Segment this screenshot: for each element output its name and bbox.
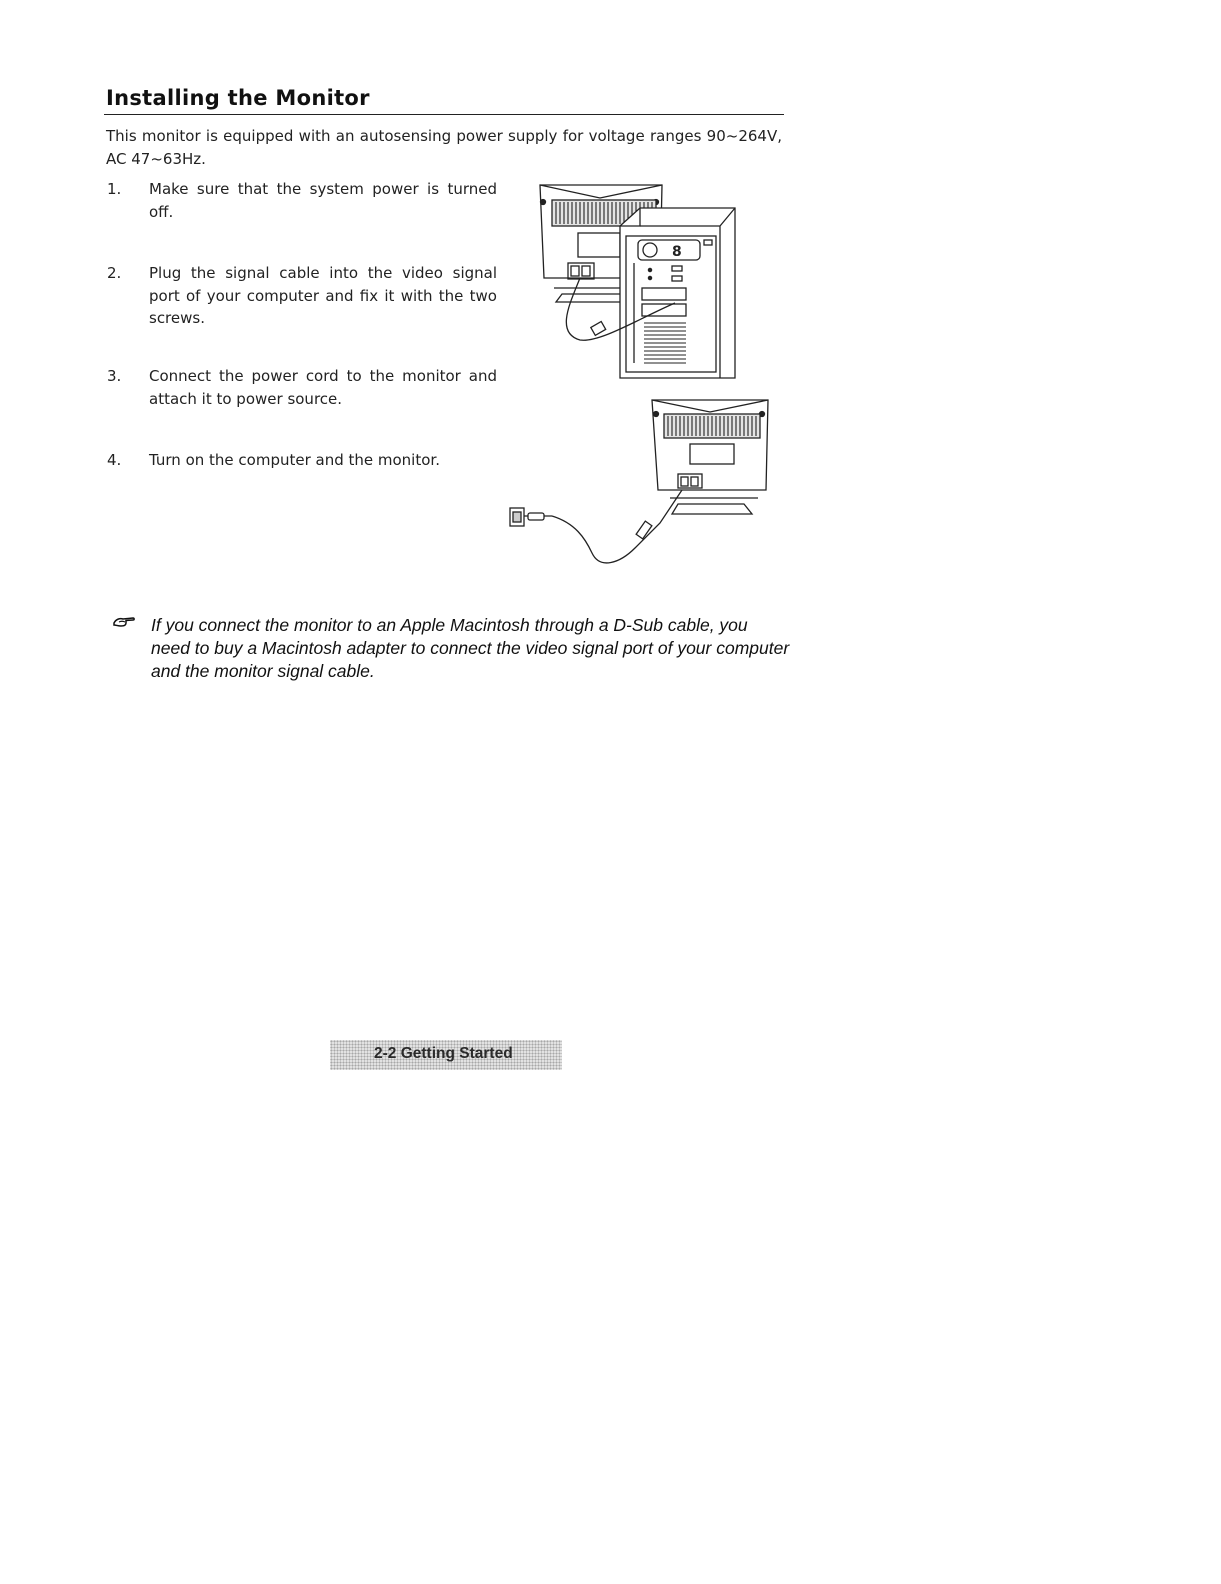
step-text: Turn on the computer and the monitor. <box>149 451 440 469</box>
step-text: Make sure that the system power is turned off. <box>149 180 497 221</box>
computer-tower-icon <box>620 208 735 378</box>
page-heading: Installing the Monitor <box>106 86 370 110</box>
step-number: 3. <box>107 367 122 385</box>
heading-rule <box>104 114 784 115</box>
step-number: 1. <box>107 180 122 198</box>
intro-paragraph: This monitor is equipped with an autosensing power supply for voltage ranges 90~264V, AC 47~63Hz. <box>106 127 782 168</box>
pointing-hand-icon <box>113 614 135 628</box>
step-text: Plug the signal cable into the video signal port of your computer and fix it with the two screws. <box>149 264 497 327</box>
wall-outlet-icon <box>510 508 552 526</box>
step-number: 2. <box>107 264 122 282</box>
installation-illustration <box>500 178 785 573</box>
power-cord <box>552 490 682 563</box>
note-text: If you connect the monitor to an Apple Macintosh through a D-Sub cable, you need to buy a Macintosh adapter to connect the video signal port of your computer and the monitor signal cable. <box>151 615 790 681</box>
footer-label: 2-2 Getting Started <box>374 1045 513 1062</box>
step-text: Connect the power cord to the monitor and attach it to power source. <box>149 367 497 408</box>
svg-text:8: 8 <box>672 244 682 260</box>
page-footer <box>330 1040 562 1070</box>
step-number: 4. <box>107 451 122 469</box>
monitor-back-icon <box>652 400 768 514</box>
